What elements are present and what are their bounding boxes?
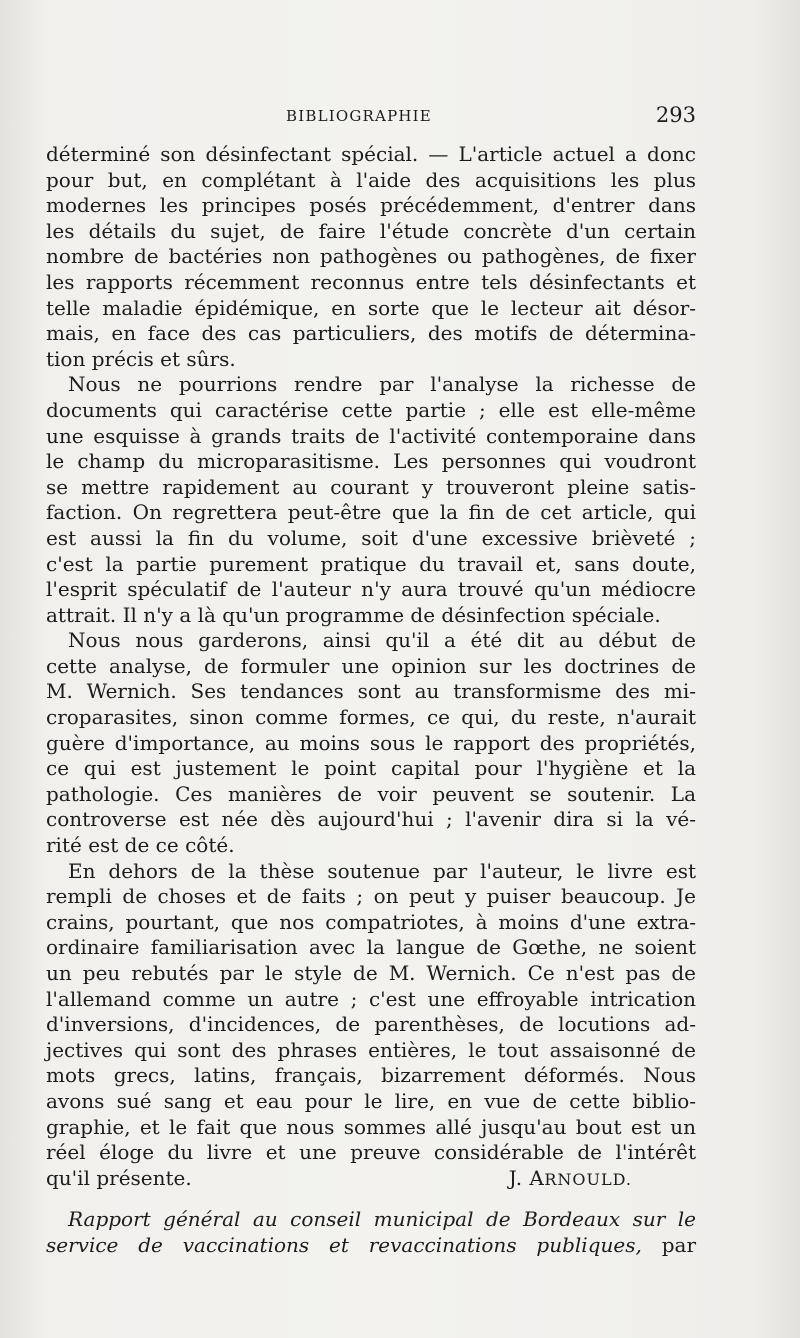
text-line: cette analyse, de formuler une opinion sur les doctrines de <box>46 653 696 678</box>
text-line: les rapports récemment reconnus entre tels désinfectants et <box>46 269 696 294</box>
text-line: qu'il présente. <box>46 1165 192 1190</box>
text-line: réel éloge du livre et une preuve considérable de l'intérêt <box>46 1140 696 1165</box>
signature-initial: J. A <box>508 1165 545 1190</box>
text-line: d'inversions, d'incidences, de parenthèses, de locutions ad- <box>46 1012 696 1037</box>
text-line: le champ du microparasitisme. Les personnes qui voudront <box>46 449 696 474</box>
text-line: documents qui caractérise cette partie ; elle est elle-même <box>46 397 696 422</box>
text-line: tion précis et sûrs. <box>46 346 236 371</box>
text-line: M. Wernich. Ses tendances sont au transformisme des mi- <box>46 679 696 704</box>
text-line: se mettre rapidement au courant y trouveront pleine satis- <box>46 474 696 499</box>
text-line: l'esprit spéculatif de l'auteur n'y aura trouvé qu'un médiocre <box>46 577 696 602</box>
signature-small-caps: RNOULD. <box>544 1169 632 1189</box>
text-line: crains, pourtant, que nos compatriotes, à moins d'une extra- <box>46 909 696 934</box>
author-signature <box>509 1166 632 1192</box>
biblio-author-lead: par <box>661 1232 697 1257</box>
text-line: c'est la partie purement pratique du travail et, sans doute, <box>46 551 696 576</box>
text-line: l'allemand comme un autre ; c'est une effroyable intrication <box>46 986 696 1011</box>
text-line: Nous nous garderons, ainsi qu'il a été dit au début de <box>68 628 696 653</box>
bibliography-entry <box>46 1207 696 1258</box>
paragraph <box>46 372 696 628</box>
text-line: les détails du sujet, de faire l'étude concrète d'un certain <box>46 218 696 243</box>
body-text <box>46 142 696 1259</box>
paragraph <box>46 859 696 1192</box>
text-line: guère d'importance, au moins sous le rapport des propriétés, <box>46 730 696 755</box>
text-line: croparasites, sinon comme formes, ce qui, du reste, n'aurait <box>46 705 696 730</box>
text-line: déterminé son désinfectant spécial. — L'article actuel a donc <box>46 142 696 166</box>
text-line: ce qui est justement le point capital pour l'hygiène et la <box>46 756 696 781</box>
text-line: controverse est née dès aujourd'hui ; l'avenir dira si la vé- <box>46 807 696 832</box>
text-line: faction. On regrettera peut-être que la fin de cet article, qui <box>46 500 696 525</box>
paragraph <box>46 142 696 372</box>
signature-line <box>46 1166 696 1192</box>
text-line: graphie, et le fait que nous sommes allé jusqu'au bout est un <box>46 1114 696 1139</box>
text-line: mots grecs, latins, français, bizarrement déformés. Nous <box>46 1063 696 1088</box>
text-line: nombre de bactéries non pathogènes ou pathogènes, de fixer <box>46 244 696 269</box>
text-line: rité est de ce côté. <box>46 833 235 858</box>
text-line: attrait. Il n'y a là qu'un programme de désinfection spéciale. <box>46 602 661 627</box>
paragraph <box>46 628 696 858</box>
text-line: telle maladie épidémique, en sorte que le lecteur ait désor- <box>46 295 696 320</box>
text-line: une esquisse à grands traits de l'activité contemporaine dans <box>46 423 696 448</box>
text-line: un peu rebutés par le style de M. Wernich. Ce n'est pas de <box>46 961 696 985</box>
running-head: BIBLIOGRAPHIE <box>286 107 432 125</box>
text-line: ordinaire familiarisation avec la langue de Gœthe, ne soient <box>46 935 696 960</box>
page-header <box>46 103 696 133</box>
text-line: En dehors de la thèse soutenue par l'auteur, le livre est <box>68 858 696 883</box>
text-line: rempli de choses et de faits ; on peut y puiser beaucoup. Je <box>46 884 696 909</box>
text-line: est aussi la fin du volume, soit d'une excessive brièveté ; <box>46 525 696 550</box>
biblio-title-line <box>46 1233 696 1259</box>
biblio-title-italic: service de vaccinations et revaccinations publiques, <box>46 1232 642 1257</box>
biblio-title-line: Rapport général au conseil municipal de Bordeaux sur le <box>68 1207 696 1232</box>
text-line: mais, en face des cas particuliers, des motifs de détermina- <box>46 321 696 346</box>
text-line: jectives qui sont des phrases entières, le tout assaisonné de <box>46 1037 696 1062</box>
text-line: avons sué sang et eau pour le lire, en vue de cette biblio- <box>46 1088 696 1113</box>
text-line: modernes les principes posés précédemment, d'entrer dans <box>46 193 696 218</box>
text-line: pour but, en complétant à l'aide des acquisitions les plus <box>46 167 696 192</box>
page-number: 293 <box>655 103 696 127</box>
text-line: pathologie. Ces manières de voir peuvent se soutenir. La <box>46 781 696 806</box>
text-line: Nous ne pourrions rendre par l'analyse la richesse de <box>68 372 696 397</box>
